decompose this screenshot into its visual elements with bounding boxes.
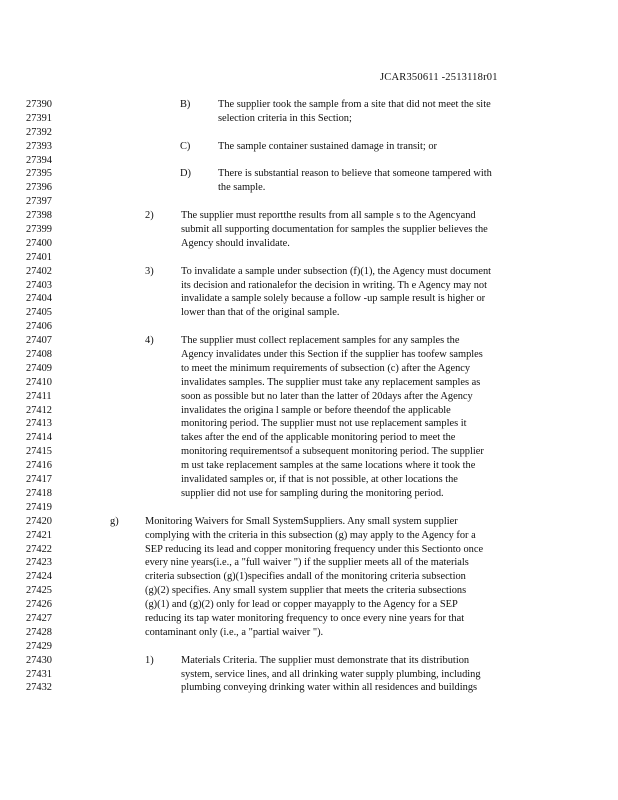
line-number: 27428 xyxy=(26,626,52,638)
line-text: takes after the end of the applicable monitoring period to meet the xyxy=(181,432,456,444)
line-text: The supplier must reportthe results from all sample s to the Agencyand xyxy=(181,210,476,222)
line-number: 27390 xyxy=(26,99,52,110)
line-text: invalidated samples or, if that is not possible, at other locations the xyxy=(181,474,458,486)
line-number: 27403 xyxy=(26,279,52,291)
line-text: submit all supporting documentation for samples the supplier believes the xyxy=(181,224,488,236)
line-text: There is substantial reason to believe that someone tampered with xyxy=(218,168,492,180)
line-text: invalidates samples. The supplier must take any replacement samples as xyxy=(181,376,481,388)
line-number: 27397 xyxy=(26,196,52,208)
document-line xyxy=(0,140,618,154)
line-number: 27398 xyxy=(26,210,52,222)
document-line xyxy=(0,584,618,598)
line-number: 27395 xyxy=(26,168,52,180)
document-line xyxy=(0,529,618,543)
document-line xyxy=(0,376,618,390)
line-number: 27409 xyxy=(26,362,52,374)
line-number: 27394 xyxy=(26,154,52,166)
document-line xyxy=(0,362,618,376)
line-number: 27416 xyxy=(26,460,52,472)
list-marker: 2) xyxy=(145,210,154,222)
list-marker: C) xyxy=(180,140,191,152)
line-number: 27422 xyxy=(26,543,52,555)
line-number: 27423 xyxy=(26,557,52,569)
line-text: lower than that of the original sample. xyxy=(181,307,340,319)
line-number: 27424 xyxy=(26,571,52,583)
document-line xyxy=(0,98,618,112)
line-text: To invalidate a sample under subsection (f)(1), the Agency must document xyxy=(181,265,492,277)
list-marker: 1) xyxy=(145,654,154,666)
document-line xyxy=(0,167,618,181)
line-number: 27415 xyxy=(26,446,52,458)
document-line xyxy=(0,112,618,126)
line-text: soon as possible but no later than the latter of 20days after the Agency xyxy=(181,390,473,402)
line-text: The supplier took the sample from a site that did not meet the site xyxy=(218,99,491,110)
line-number: 27432 xyxy=(26,682,52,694)
line-number: 27407 xyxy=(26,335,52,347)
document-line xyxy=(0,292,618,306)
document-line xyxy=(0,320,618,334)
line-text: the sample. xyxy=(218,182,266,194)
line-number: 27425 xyxy=(26,585,52,597)
line-text: every nine years(i.e., a "full waiver ") if the supplier meets all of the materials xyxy=(145,557,469,569)
document-line xyxy=(0,195,618,209)
line-number: 27410 xyxy=(26,376,52,388)
document-line xyxy=(0,501,618,515)
document-line xyxy=(0,209,618,223)
line-text: complying with the criteria in this subsection (g) may apply to the Agency for a xyxy=(145,529,476,541)
document-line xyxy=(0,598,618,612)
document-line xyxy=(0,612,618,626)
document-line xyxy=(0,570,618,584)
line-text: plumbing conveying drinking water within all residences and buildings xyxy=(181,682,478,694)
line-number: 27414 xyxy=(26,432,52,444)
line-number: 27420 xyxy=(26,515,52,527)
line-text: m ust take replacement samples at the same locations where it took the xyxy=(181,460,476,472)
list-marker: B) xyxy=(180,99,191,110)
line-number: 27400 xyxy=(26,237,52,249)
document-line xyxy=(0,279,618,293)
line-number: 27391 xyxy=(26,112,52,124)
line-text: (g)(2) specifies. Any small system supplier that meets the criteria subsections xyxy=(145,585,467,597)
document-line xyxy=(0,445,618,459)
document-line xyxy=(0,404,618,418)
line-text: The sample container sustained damage in transit; or xyxy=(218,140,437,152)
document-body xyxy=(0,98,618,695)
line-text: its decision and rationalefor the decision in writing. Th e Agency may not xyxy=(181,279,487,291)
line-text: Monitoring Waivers for Small SystemSuppliers. Any small system supplier xyxy=(145,515,458,527)
document-line xyxy=(0,251,618,265)
line-text: invalidates the origina l sample or before theendof the applicable xyxy=(181,404,451,416)
line-text: Agency should invalidate. xyxy=(181,237,290,249)
line-number: 27406 xyxy=(26,321,52,333)
line-number: 27417 xyxy=(26,474,52,486)
line-text: contaminant only (i.e., a "partial waiver "). xyxy=(145,626,324,638)
line-number: 27418 xyxy=(26,487,52,499)
line-text: system, service lines, and all drinking water supply plumbing, including xyxy=(181,668,481,680)
document-line xyxy=(0,543,618,557)
document-line xyxy=(0,265,618,279)
document-line xyxy=(0,237,618,251)
list-marker: D) xyxy=(180,168,191,180)
line-text: selection criteria in this Section; xyxy=(218,112,352,124)
document-line xyxy=(0,154,618,168)
line-text: monitoring requirementsof a subsequent monitoring period. The supplier xyxy=(181,446,484,458)
document-line xyxy=(0,515,618,529)
document-line xyxy=(0,640,618,654)
line-text: (g)(1) and (g)(2) only for lead or copper mayapply to the Agency for a SEP xyxy=(145,599,458,611)
line-number: 27404 xyxy=(26,293,52,305)
document-line xyxy=(0,181,618,195)
line-number: 27392 xyxy=(26,126,52,138)
document-line xyxy=(0,556,618,570)
document-line xyxy=(0,487,618,501)
document-line xyxy=(0,626,618,640)
line-number: 27431 xyxy=(26,668,52,680)
line-number: 27405 xyxy=(26,307,52,319)
list-marker: 3) xyxy=(145,265,154,277)
line-text: Materials Criteria. The supplier must demonstrate that its distribution xyxy=(181,654,470,666)
document-header: JCAR350611 -2513118r01 xyxy=(380,72,498,83)
list-marker: g) xyxy=(110,515,119,527)
document-line xyxy=(0,223,618,237)
document-line xyxy=(0,417,618,431)
line-number: 27419 xyxy=(26,501,52,513)
document-line xyxy=(0,348,618,362)
document-line xyxy=(0,431,618,445)
line-number: 27402 xyxy=(26,265,52,277)
line-number: 27411 xyxy=(26,390,52,402)
line-text: reducing its tap water monitoring frequency to once every nine years for that xyxy=(145,612,465,624)
list-marker: 4) xyxy=(145,335,154,347)
line-number: 27427 xyxy=(26,612,52,624)
document-line xyxy=(0,654,618,668)
line-text: to meet the minimum requirements of subsection (c) after the Agency xyxy=(181,362,471,374)
line-text: invalidate a sample solely because a follow -up sample result is higher or xyxy=(181,293,486,305)
document-line xyxy=(0,334,618,348)
line-number: 27430 xyxy=(26,654,52,666)
line-number: 27408 xyxy=(26,349,52,361)
document-line xyxy=(0,306,618,320)
document-line xyxy=(0,473,618,487)
line-number: 27421 xyxy=(26,529,52,541)
line-number: 27399 xyxy=(26,224,52,236)
document-line xyxy=(0,459,618,473)
line-number: 27396 xyxy=(26,182,52,194)
line-number: 27401 xyxy=(26,251,52,263)
line-text: SEP reducing its lead and copper monitoring frequency under this Sectionto once xyxy=(145,543,484,555)
line-number: 27426 xyxy=(26,599,52,611)
line-text: monitoring period. The supplier must not use replacement samples it xyxy=(181,418,467,430)
line-number: 27412 xyxy=(26,404,52,416)
line-text: The supplier must collect replacement samples for any samples the xyxy=(181,335,460,347)
line-text: supplier did not use for sampling during the monitoring period. xyxy=(181,487,444,499)
document-line xyxy=(0,126,618,140)
line-text: Agency invalidates under this Section if the supplier has toofew samples xyxy=(181,349,483,361)
line-number: 27393 xyxy=(26,140,52,152)
line-text: criteria subsection (g)(1)specifies andall of the monitoring criteria subsection xyxy=(145,571,466,583)
document-line xyxy=(0,668,618,682)
document-line xyxy=(0,681,618,695)
line-number: 27413 xyxy=(26,418,52,430)
document-line xyxy=(0,390,618,404)
line-number: 27429 xyxy=(26,640,52,652)
